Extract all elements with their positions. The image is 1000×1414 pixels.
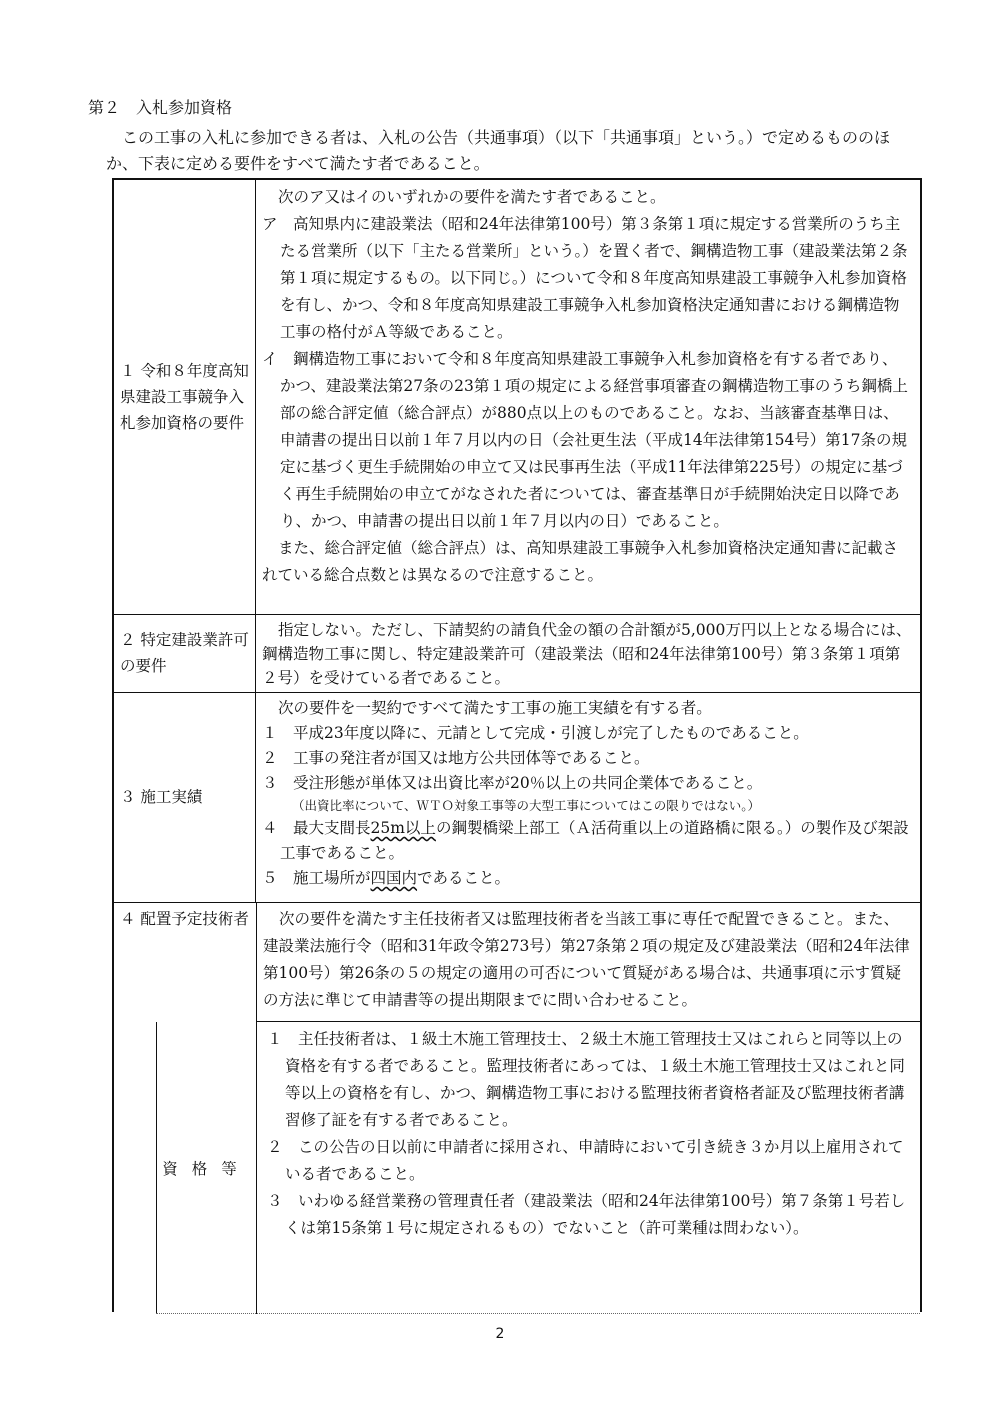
intro-paragraph: この工事の入札に参加できる者は、入札の公告（共通事項）（以下「共通事項」という。）で定めるもののほか、下表に定める要件をすべて満たす者であること。: [106, 128, 891, 173]
sub-row-content: １ 主任技術者は、１級土木施工管理技士、２級土木施工管理技士又はこれらと同等以上の資格を有する者であること。監理技術者にあっては、１級土木施工管理技士又はこれと同等以上の資格を有し、かつ、鋼構造物工事における監理技術者資格者証及び監理技術者講習修了証を有する者であること。 ２ この公告の日以前に申請者に採用され、申請時において引き続き３か月以上雇用されている者であること。 ３ いわゆる経営業務の管理責任者（建設業法（昭和24年法律第100号）第７条第１号若しくは第15条第１号に規定されるもの）でないこと（許可業種は問わない）。: [267, 1030, 906, 1237]
page-number: 2: [495, 1326, 505, 1342]
sub-row-label: 資格等: [157, 1022, 257, 1314]
emphasis-location: 四国内: [370, 869, 418, 887]
qualification-table: [112, 178, 922, 1312]
emphasis-span-length: 25m以上: [370, 819, 436, 837]
section-heading: 第２ 入札参加資格: [88, 98, 233, 117]
row-content: 次の要件を満たす主任技術者又は監理技術者を当該工事に専任で配置できること。また、建設業法施行令（昭和31年政令第273号）第27条第２項の規定及び建設業法（昭和24年法律第100号）第26条の５の規定の適用の可否について質疑がある場合は、共通事項に示す質疑の方法に準じて申請書等の提出期限までに問い合わせること。: [256, 902, 920, 1022]
row-content: 次の要件を一契約ですべて満たす工事の施工実績を有する者。 １ 平成23年度以降に、元請として完成・引渡しが完了したものであること。 ２ 工事の発注者が国又は地方公共団体等であること。 ３ 受注形態が単体又は出資比率が20％以上の共同企業体であること。 （出資比率について、ＷＴＯ対象工事等の大型工事についてはこの限りではない。） ４ 最大支間長25m以上の鋼製橋梁上部工（Ａ活荷重以上の道路橋に限る。）の製作及び架設工事であること。 ５ 施工場所が四国内であること。: [262, 699, 909, 887]
sub-row-qualifications: [156, 1022, 920, 1314]
row-label: ３ 施工実績: [114, 692, 256, 902]
table-row: [114, 180, 920, 615]
row-label: ２ 特定建設業許可の要件: [114, 614, 256, 692]
row-label: ４ 配置予定技術者: [120, 910, 249, 928]
table-row: [114, 614, 920, 693]
table-row: [114, 902, 920, 1314]
row-content: 次のア又はイのいずれかの要件を満たす者であること。 ア 高知県内に建設業法（昭和24年法律第100号）第３条第１項に規定する営業所のうち主たる営業所（以下「主たる営業所」という。）を置く者で、鋼構造物工事（建設業法第２条第１項に規定するもの。以下同じ。）について令和８年度高知県建設工事競争入札参加資格を有し、かつ、令和８年度高知県建設工事競争入札参加資格決定通知書における鋼構造物工事の格付がＡ等級であること。 イ 鋼構造物工事において令和８年度高知県建設工事競争入札参加資格を有する者であり、かつ、建設業法第27条の23第１項の規定による経営事項審査の鋼構造物工事のうち鋼橋上部の総合評定値（総合評点）が880点以上のものであること。なお、当該審査基準日は、申請書の提出日以前１年７月以内の日（会社更生法（平成14年法律第154号）第17条の規定に基づく更生手続開始の申立て又は民事再生法（平成11年法律第225号）の規定に基づく再生手続開始の申立てがなされた者については、審査基準日が手続開始決定日以降であり、かつ、申請書の提出日以前１年７月以内の日）であること。 また、総合評定値（総合評点）は、高知県建設工事競争入札参加資格決定通知書に記載されている総合点数とは異なるので注意すること。: [262, 188, 908, 584]
table-row: [114, 692, 920, 903]
row-content: 指定しない。ただし、下請契約の請負代金の額の合計額が5,000万円以上となる場合には、鋼構造物工事に関し、特定建設業許可（建設業法（昭和24年法律第100号）第３条第１項第２号）を受けている者であること。: [262, 621, 912, 687]
table-bottom-divider: [156, 1313, 920, 1314]
row-label: １ 令和８年度高知県建設工事競争入札参加資格の要件: [114, 180, 256, 614]
